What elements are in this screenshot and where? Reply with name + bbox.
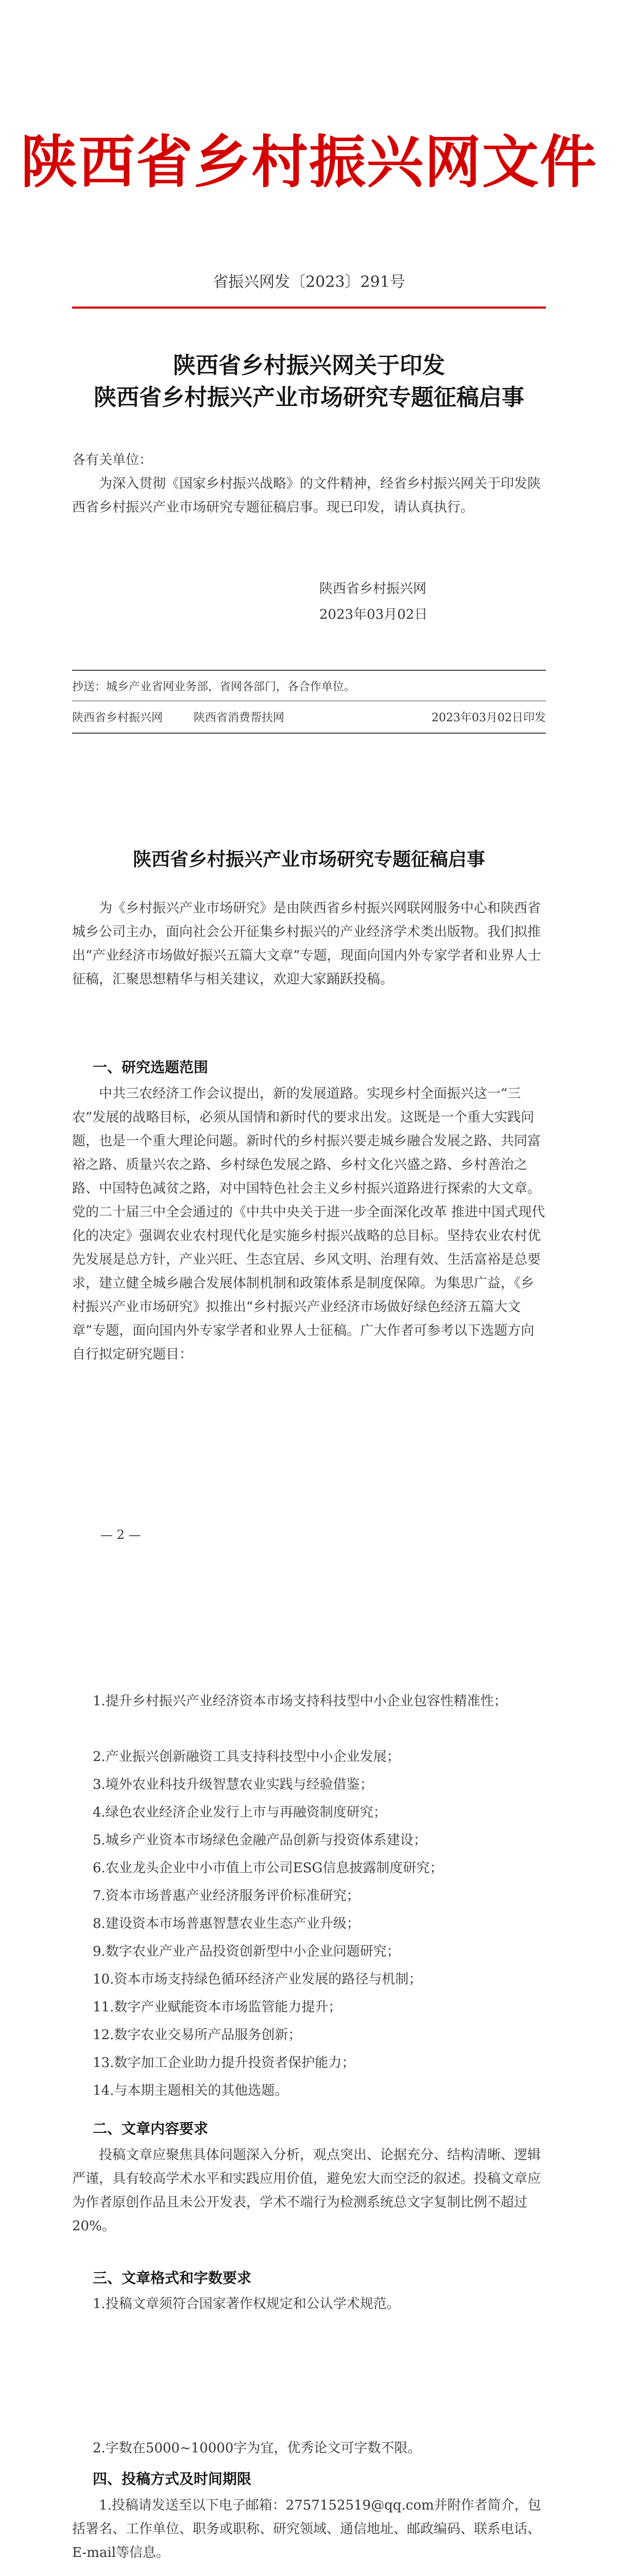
topic-item: 3.境外农业科技升级智慧农业实践与经验借鉴； <box>93 1777 373 1792</box>
opening-paragraph: 为《乡村振兴产业市场研究》是由陕西省乡村振兴网联网服务中心和陕西省城乡公司主办，面向社会公开征集乡村振兴的产业经济学术类出版物。我们拟推出“产业经济市场做好振兴五篇大文章”专题，现面向国内外专家学者和业界人士征稿，汇聚思想精华与相关建议，欢迎大家踊跃投稿。 <box>72 901 541 987</box>
topic-item: 7.资本市场普惠产业经济服务评价标准研究； <box>93 1888 360 1904</box>
intro-paragraph: 为深入贯彻《国家乡村振兴战略》的文件精神，经省乡村振兴网关于印发陕西省乡村振兴产业市场研究专题征稿启事。现已印发，请认真执行。 <box>72 476 541 515</box>
document-number: 省振兴网发〔2023〕291号 <box>213 273 405 291</box>
topic-item: 4.绿色农业经济企业发行上市与再融资制度研究； <box>93 1805 387 1820</box>
issue-row <box>72 709 546 725</box>
topic-item: 14.与本期主题相关的其他选题。 <box>93 2083 288 2098</box>
cc-top-rule <box>72 670 546 671</box>
topic-item: 5.城乡产业资本市场绿色金融产品创新与投资体系建设； <box>93 1833 427 1848</box>
sign-date: 2023年03月02日 <box>319 607 428 622</box>
topic-item: 10.资本市场支持绿色循环经济产业发展的路径与机制； <box>93 1972 422 1987</box>
red-divider <box>72 307 546 309</box>
topic-item: 8.建设资本市场普惠智慧农业生态产业升级； <box>93 1916 360 1931</box>
format-rule-1: 1.投稿文章须符合国家著作权规定和公认学术规范。 <box>93 2296 400 2312</box>
issue-org-2: 陕西省消费帮扶网 <box>194 711 285 724</box>
issue-bottom-rule <box>72 733 546 734</box>
heading-research-scope: 一、研究选题范围 <box>93 1059 209 1076</box>
cc-line: 抄送：城乡产业省网业务部，省网各部门，各合作单位。 <box>72 681 356 693</box>
topic-item: 12.数字农业交易所产品服务创新； <box>93 2027 302 2043</box>
heading-format: 三、文章格式和字数要求 <box>93 2269 252 2286</box>
heading-submission: 四、投稿方式及时间期限 <box>93 2470 252 2487</box>
topic-item: 2.产业振兴创新融资工具支持科技型中小企业发展； <box>93 1749 400 1765</box>
research-scope-paragraph: 中共三农经济工作会议提出，新的发展道路。实现乡村全面振兴这一“三农”发展的战略目标，必须从国情和新时代的要求出发。这既是一个重大实践问题，也是一个重大理论问题。新时代的乡村振兴要走城乡融合发展之路、共同富裕之路、质量兴农之路、乡村绿色发展之路、乡村文化兴盛之路、乡村善治之路、中国特色减贫之路，对中国特色社会主义乡村振兴道路进行探索的大文章。党的二十届三中全会通过的《中共中央关于进一步全面深化改革 推进中国式现代化的决定》强调农业农村现代化是实施乡村振兴战略的总目标。坚持农业农村优先发展是总方针，产业兴旺、生态宜居、乡风文明、治理有效、生活富裕是总要求，建立健全城乡融合发展体制机制和政策体系是制度保障。为集思广益，《乡村振兴产业市场研究》拟推出“乡村振兴产业经济市场做好绿色经济五篇大文章”专题，面向国内外专家学者和业界人士征稿。广大作者可参考以下选题方向自行拟定研究题目： <box>72 1086 545 1362</box>
signatory: 陕西省乡村振兴网 <box>319 581 427 597</box>
page-number-2: — 2 — <box>100 1528 141 1542</box>
topic-item: 1.提升乡村振兴产业经济资本市场支持科技型中小企业包容性精准性； <box>93 1693 507 1709</box>
heading-content-requirements: 二、文章内容要求 <box>93 2120 209 2137</box>
format-rule-2: 2.字数在5000~10000字为宜，优秀论文可字数不限。 <box>93 2441 421 2456</box>
notice-title-line-1: 陕西省乡村振兴网关于印发 <box>173 352 445 379</box>
notice-title-line-2: 陕西省乡村振兴产业市场研究专题征稿启事 <box>94 384 524 411</box>
issue-org-1: 陕西省乡村振兴网 <box>72 711 163 724</box>
submission-rule-1: 1.投稿请发送至以下电子邮箱：2757152519@qq.com并附作者简介，包括署名、工作单位、职务或职称、研究领域、通信地址、邮政编码、联系电话、E-mail等信息。 <box>72 2498 541 2561</box>
topic-item: 11.数字产业赋能资本市场监管能力提升； <box>93 1999 342 2015</box>
topic-item: 9.数字农业产业产品投资创新型中小企业问题研究； <box>93 1944 400 1959</box>
document-header-title: 陕西省乡村振兴网文件 <box>21 129 597 195</box>
salutation: 各有关单位： <box>72 452 153 468</box>
issue-date: 2023年03月02日印发 <box>432 711 546 724</box>
content-requirements: 投稿文章应聚焦具体问题深入分析，观点突出、论据充分、结构清晰、逻辑严谨，具有较高学术水平和实践应用价值，避免宏大而空泛的叙述。投稿文章应为作者原创作品且未公开发表，学术不端行为检测系统总文字复制比例不超过20%。 <box>72 2147 541 2234</box>
call-for-papers-title: 陕西省乡村振兴产业市场研究专题征稿启事 <box>132 849 485 870</box>
topic-item: 6.农业龙头企业中小市值上市公司ESG信息披露制度研究； <box>93 1860 443 1876</box>
topic-item: 13.数字加工企业助力提升投资者保护能力； <box>93 2055 355 2071</box>
